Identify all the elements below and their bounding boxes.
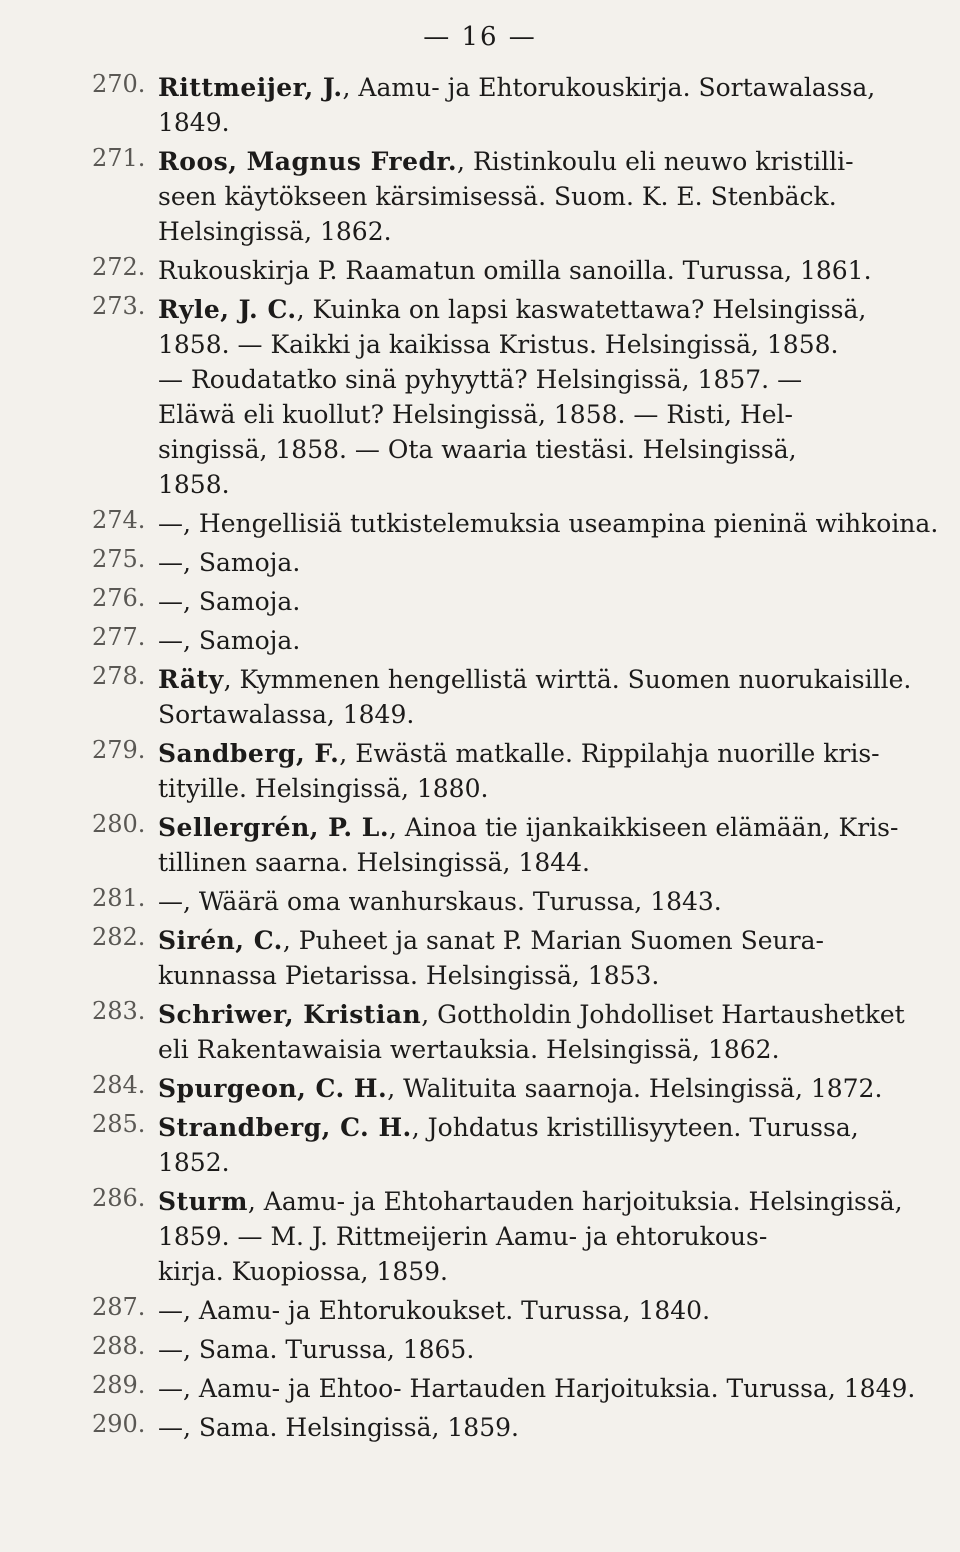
entry-line: eli Rakentawaisia wertauksia. Helsingissä, 1862. — [158, 1035, 780, 1064]
entry-text: , Kuinka on lapsi kaswatettawa? Helsingissä, — [296, 295, 867, 324]
entry-line: —, Samoja. — [158, 548, 301, 577]
bibliography-entry — [92, 144, 922, 249]
entry-number: 282. — [92, 923, 146, 951]
author-name: Rittmeijer, J. — [158, 73, 343, 102]
entry-line — [158, 997, 922, 1032]
entry-line: —, Samoja. — [158, 626, 301, 655]
bibliography-entry — [92, 1371, 922, 1406]
bibliography-entry — [92, 1332, 922, 1367]
bibliography-entry — [92, 810, 922, 880]
entry-number: 277. — [92, 623, 146, 651]
entry-number: 281. — [92, 884, 146, 912]
author-name: Räty — [158, 665, 224, 694]
entry-line — [158, 70, 922, 105]
entry-line: 1849. — [158, 108, 230, 137]
entry-number: 270. — [92, 70, 146, 98]
entry-line: 1858. — [158, 470, 230, 499]
entry-line — [158, 1071, 922, 1106]
entry-line: —, Aamu- ja Ehtoo- Hartauden Harjoituksia. Turussa, 1849. — [158, 1374, 916, 1403]
bibliography-entry — [92, 584, 922, 619]
author-name: Sirén, C. — [158, 926, 283, 955]
entry-text: , Johdatus kristillisyyteen. Turussa, — [411, 1113, 859, 1142]
author-name: Strandberg, C. H. — [158, 1113, 412, 1142]
entry-line: 1852. — [158, 1148, 230, 1177]
entry-line: kirja. Kuopiossa, 1859. — [158, 1257, 449, 1286]
bibliography-entry — [92, 662, 922, 732]
bibliography-entry — [92, 623, 922, 658]
entry-line — [158, 1184, 922, 1219]
entry-number: 273. — [92, 292, 146, 320]
author-name: Ryle, J. C. — [158, 295, 297, 324]
entry-text: , Aamu- ja Ehtohartauden harjoituksia. Helsingissä, — [247, 1187, 903, 1216]
bibliography-entry — [92, 253, 922, 288]
entry-number: 289. — [92, 1371, 146, 1399]
entry-line: —, Samoja. — [158, 587, 301, 616]
author-name: Sandberg, F. — [158, 739, 340, 768]
entry-line: Helsingissä, 1862. — [158, 217, 392, 246]
entry-line: —, Hengellisiä tutkistelemuksia useampina pieninä wihkoina. — [158, 509, 939, 538]
entry-text: , Gottholdin Johdolliset Hartaushetket — [421, 1000, 905, 1029]
entry-line — [158, 292, 922, 327]
entry-number: 288. — [92, 1332, 146, 1360]
entry-line: tillinen saarna. Helsingissä, 1844. — [158, 848, 591, 877]
entry-line: seen käytökseen kärsimisessä. Suom. K. E. Stenbäck. — [158, 182, 837, 211]
entry-line: 1858. — Kaikki ja kaikissa Kristus. Helsingissä, 1858. — [158, 330, 839, 359]
entry-number: 283. — [92, 997, 146, 1025]
author-name: Spurgeon, C. H. — [158, 1074, 388, 1103]
bibliography-entry — [92, 923, 922, 993]
author-name: Schriwer, Kristian — [158, 1000, 422, 1029]
entry-line — [158, 662, 922, 697]
entry-number: 280. — [92, 810, 146, 838]
entry-number: 276. — [92, 584, 146, 612]
entry-text: , Aamu- ja Ehtorukouskirja. Sortawalassa, — [342, 73, 876, 102]
entry-line: —, Sama. Turussa, 1865. — [158, 1335, 475, 1364]
bibliography-entry — [92, 736, 922, 806]
bibliography-entry — [92, 1071, 922, 1106]
entry-line: 1859. — M. J. Rittmeijerin Aamu- ja ehtorukous- — [158, 1222, 768, 1251]
bibliography-entry — [92, 1184, 922, 1289]
entry-line: Sortawalassa, 1849. — [158, 700, 415, 729]
bibliography-entry — [92, 997, 922, 1067]
bibliography-entry — [92, 1410, 922, 1445]
entry-line: singissä, 1858. — Ota waaria tiestäsi. Helsingissä, — [158, 435, 797, 464]
bibliography-entry — [92, 506, 939, 541]
entry-text: , Ristinkoulu eli neuwo kristilli- — [457, 147, 854, 176]
entry-number: 271. — [92, 144, 146, 172]
entry-line: kunnassa Pietarissa. Helsingissä, 1853. — [158, 961, 660, 990]
entry-line: Eläwä eli kuollut? Helsingissä, 1858. — Risti, Hel- — [158, 400, 793, 429]
entry-text: , Walituita saarnoja. Helsingissä, 1872. — [387, 1074, 883, 1103]
page-number: — 16 — — [423, 22, 537, 52]
entry-line — [158, 1110, 922, 1145]
bibliography-entry — [92, 70, 922, 140]
entry-number: 272. — [92, 253, 146, 281]
bibliography-entry — [92, 884, 922, 919]
bibliography-entry — [92, 1110, 922, 1180]
entry-text: , Ewästä matkalle. Rippilahja nuorille kris- — [339, 739, 880, 768]
entry-number: 286. — [92, 1184, 146, 1212]
entry-number: 287. — [92, 1293, 146, 1321]
entry-line: —, Sama. Helsingissä, 1859. — [158, 1413, 519, 1442]
bibliography-entry — [92, 545, 922, 580]
entry-line: — Roudatatko sinä pyhyyttä? Helsingissä, 1857. — — [158, 365, 803, 394]
bibliography-list — [92, 70, 939, 1449]
entry-line: tityille. Helsingissä, 1880. — [158, 774, 489, 803]
entry-line — [158, 923, 922, 958]
entry-text: , Kymmenen hengellistä wirttä. Suomen nuorukaisille. — [223, 665, 912, 694]
entry-number: 284. — [92, 1071, 146, 1099]
entry-line: Rukouskirja P. Raamatun omilla sanoilla. Turussa, 1861. — [158, 256, 872, 285]
entry-number: 275. — [92, 545, 146, 573]
entry-number: 290. — [92, 1410, 146, 1438]
entry-number: 278. — [92, 662, 146, 690]
author-name: Roos, Magnus Fredr. — [158, 147, 458, 176]
entry-line — [158, 144, 922, 179]
entry-line — [158, 810, 922, 845]
entry-number: 274. — [92, 506, 146, 534]
bibliography-entry — [92, 292, 922, 502]
entry-line — [158, 736, 922, 771]
entry-text: , Puheet ja sanat P. Marian Suomen Seura- — [282, 926, 824, 955]
entry-line: —, Wäärä oma wanhurskaus. Turussa, 1843. — [158, 887, 722, 916]
bibliography-entry — [92, 1293, 922, 1328]
author-name: Sturm — [158, 1187, 248, 1216]
entry-number: 279. — [92, 736, 146, 764]
entry-number: 285. — [92, 1110, 146, 1138]
author-name: Sellergrén, P. L. — [158, 813, 390, 842]
entry-text: , Ainoa tie ijankaikkiseen elämään, Kris- — [389, 813, 899, 842]
entry-line: —, Aamu- ja Ehtorukoukset. Turussa, 1840. — [158, 1296, 711, 1325]
